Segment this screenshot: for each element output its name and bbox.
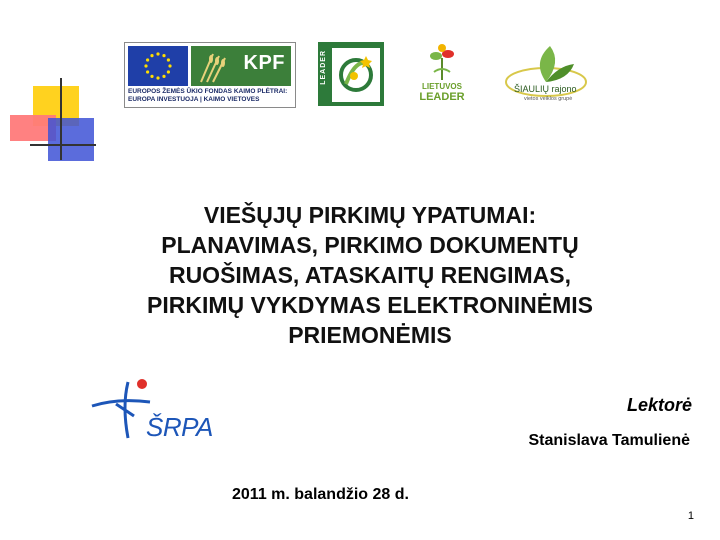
siauliu-subtitle: vietos veiklos grupė xyxy=(524,96,573,102)
srpa-logo xyxy=(88,376,213,448)
leader-logo xyxy=(318,42,384,106)
eu-caption-line2: EUROPA INVESTUOJA | KAIMO VIETOVES xyxy=(128,96,260,103)
leader-vertical-text: LEADER xyxy=(320,50,327,85)
title-line-5: PRIEMONĖMIS xyxy=(288,322,452,348)
eu-flag-icon xyxy=(128,46,188,86)
decor-vertical-line xyxy=(60,78,62,160)
page-number: 1 xyxy=(687,510,694,522)
leader-emblem-icon xyxy=(332,48,380,102)
lietuvos-leader-logo xyxy=(416,42,468,108)
title-line-3: RUOŠIMAS, ATASKAITŲ RENGIMAS, xyxy=(168,262,572,288)
lecturer-name: Stanislava Tamulienė xyxy=(528,432,690,449)
eu-kpf-logo xyxy=(124,42,296,108)
decor-blue-square xyxy=(48,118,94,161)
siauliu-rajono-logo xyxy=(502,42,598,108)
siauliu-name: ŠIAULIŲ rajono xyxy=(514,84,577,94)
eu-stars-icon xyxy=(128,46,188,86)
leader-text: LEADER xyxy=(419,91,465,103)
eu-caption xyxy=(128,88,292,104)
lietuvos-leader-text xyxy=(416,82,468,102)
lecturer-role: Lektorė xyxy=(626,395,692,415)
title-line-2: PLANAVIMAS, PIRKIMO DOKUMENTŲ xyxy=(161,232,579,258)
leader-emblem xyxy=(332,48,380,102)
slide-title xyxy=(60,200,680,350)
kpf-text: KPF xyxy=(243,52,285,74)
title-line-4: PIRKIMŲ VYKDYMAS ELEKTRONINĖMIS xyxy=(147,292,593,318)
eu-caption-line1: EUROPOS ŽEMĖS ŪKIO FONDAS KAIMO PLĖTRAI: xyxy=(128,88,288,95)
kpf-logo xyxy=(191,46,291,86)
presentation-date: 2011 m. balandžio 28 d. xyxy=(232,486,409,503)
title-line-1: VIEŠŲJŲ PIRKIMŲ YPATUMAI: xyxy=(203,202,537,228)
srpa-text: ŠRPA xyxy=(146,412,213,442)
decor-horizontal-line xyxy=(30,144,96,146)
sprout-icon xyxy=(426,42,458,82)
lietuvos-text: LIETUVOS xyxy=(421,82,462,91)
wheat-icon xyxy=(195,50,235,84)
